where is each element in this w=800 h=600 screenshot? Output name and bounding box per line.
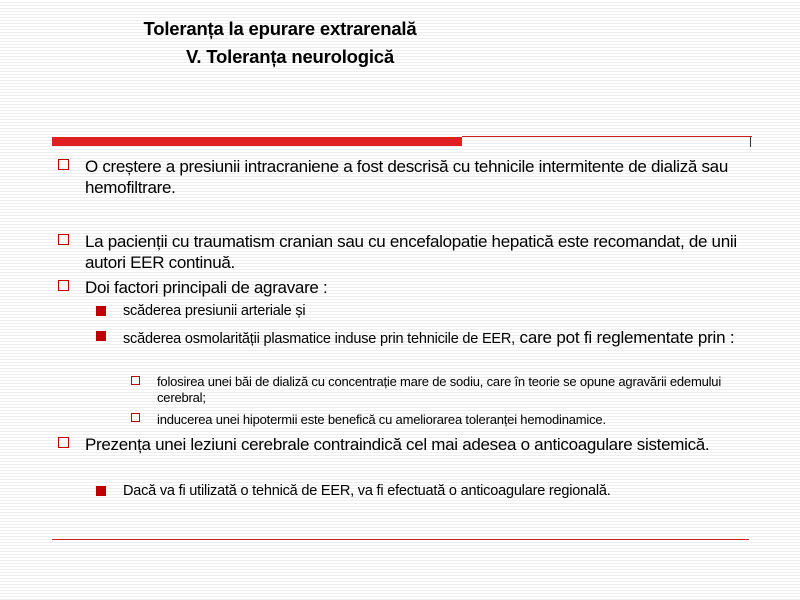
hollow-square-bullet-icon [58, 437, 69, 448]
hollow-square-bullet-icon [131, 413, 140, 422]
sub-bullet-text: scăderea osmolarității plasmatice induse prin tehnicile de EER, [123, 331, 515, 347]
sub-bullet-item: Dacă va fi utilizată o tehnică de EER, va fi efectuată o anticoagulare regională. [123, 483, 611, 499]
hollow-square-bullet-icon [131, 376, 140, 385]
bottom-rule-line [52, 539, 749, 540]
filled-square-bullet-icon [96, 331, 106, 341]
slide-title-line1: Toleranța la epurare extrarenală [143, 18, 417, 39]
slide-title-line2: V. Toleranța neurologică [185, 46, 394, 67]
sub-sub-bullet-item: inducerea unei hipotermii este benefică cu ameliorarea toleranței hemodinamice. [157, 412, 606, 427]
bullet-item: Prezența unei leziuni cerebrale contraindică cel mai adesea o anticoagulare sistemică. [85, 435, 710, 454]
bullet-item: O creștere a presiunii intracraniene a fost descrisă cu tehnicile intermitente de dializă sau hemofiltrare. [85, 157, 728, 197]
bullet-item: La pacienții cu traumatism cranian sau cu encefalopatie hepatică este recomandat, de unii autori EER continuă. [85, 232, 737, 272]
sub-bullet-item: scăderea presiunii arteriale și [123, 303, 306, 319]
filled-square-bullet-icon [96, 486, 106, 496]
bullet-item: Doi factori principali de agravare : [85, 278, 328, 297]
sub-bullet-item [123, 327, 753, 350]
sub-sub-bullet-item: folosirea unei băi de dializă cu concentrație mare de sodiu, care în teorie se opune agravării edemului cerebral; [157, 374, 722, 405]
filled-square-bullet-icon [96, 306, 106, 316]
sub-bullet-text-large: care pot fi reglementate prin : [515, 328, 735, 347]
title-rule-line [462, 136, 752, 137]
title-accent-bar [52, 137, 462, 146]
hollow-square-bullet-icon [58, 159, 69, 170]
hollow-square-bullet-icon [58, 234, 69, 245]
rule-end-tick [750, 137, 751, 147]
hollow-square-bullet-icon [58, 280, 69, 291]
